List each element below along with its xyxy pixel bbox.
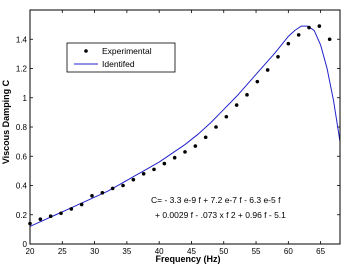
y-tick-label: 0 (22, 240, 27, 249)
equation-line-2: + 0.0029 f - .073 x f 2 + 0.96 f - 5.1 (155, 210, 286, 220)
experimental-point (121, 184, 125, 188)
experimental-point (59, 211, 63, 215)
y-tick-label: 1.2 (15, 64, 27, 74)
x-axis-label: Frequency (Hz) (155, 254, 221, 264)
experimental-point (297, 33, 301, 37)
experimental-point (163, 162, 167, 166)
experimental-point (307, 26, 311, 30)
x-tick-label: 30 (90, 247, 100, 256)
y-tick-label: 0.6 (15, 152, 27, 162)
experimental-point (173, 156, 177, 160)
experimental-point (152, 168, 156, 172)
y-axis-label: Viscous Damping C (1, 79, 11, 165)
experimental-point (276, 55, 280, 59)
experimental-point (225, 115, 229, 119)
experimental-point (101, 191, 105, 195)
experimental-point (111, 187, 115, 191)
x-tick-label: 35 (122, 247, 132, 256)
y-tick-label: 0.2 (15, 210, 27, 220)
experimental-point (49, 214, 53, 218)
experimental-point (132, 178, 136, 182)
y-tick-label: 1.4 (15, 35, 27, 45)
x-tick-label: 60 (283, 247, 293, 256)
legend-experimental-marker (84, 49, 88, 53)
experimental-point (80, 203, 84, 207)
experimental-point (194, 144, 198, 148)
x-tick-label: 40 (154, 247, 164, 256)
experimental-point (183, 150, 187, 154)
equation-line-1: C= - 3.3 e-9 f + 7.2 e-7 f - 6.3 e-5 f (151, 195, 281, 205)
y-tick-label: 0.8 (15, 123, 27, 132)
experimental-point (256, 80, 260, 84)
experimental-point (90, 194, 94, 198)
legend (67, 43, 175, 72)
x-tick-label: 20 (25, 247, 35, 256)
experimental-point (245, 93, 249, 97)
x-tick-label: 55 (251, 247, 261, 256)
x-tick-label: 25 (57, 247, 67, 256)
x-tick-label: 45 (187, 247, 196, 256)
y-tick-label: 1 (22, 93, 27, 103)
experimental-point (142, 172, 146, 176)
experimental-point (214, 125, 218, 129)
x-tick-label: 65 (316, 247, 326, 256)
legend-identifed-label: Identifed (102, 59, 135, 69)
experimental-point (39, 217, 43, 221)
experimental-point (204, 135, 208, 139)
experimental-point (287, 42, 291, 46)
legend-experimental-label: Experimental (102, 46, 152, 56)
experimental-point (70, 207, 74, 211)
experimental-point (235, 103, 239, 107)
experimental-point (318, 24, 322, 28)
experimental-point (266, 68, 270, 72)
y-tick-label: 0.4 (15, 181, 27, 191)
x-tick-label: 50 (219, 247, 229, 256)
experimental-point (328, 37, 332, 41)
